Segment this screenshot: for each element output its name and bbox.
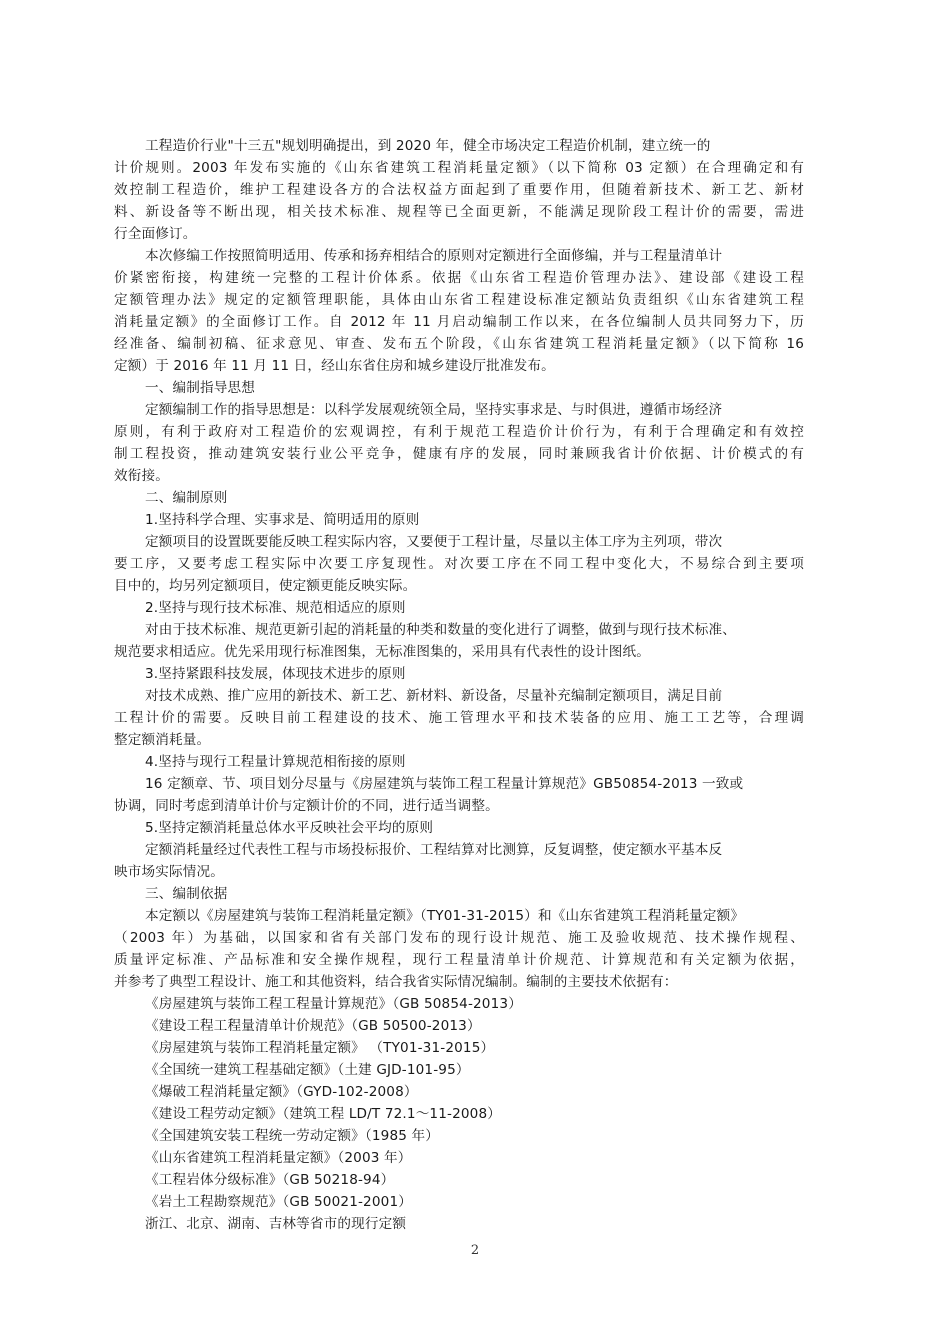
reference-item: 《工程岩体分级标准》（GB 50218-94） [145,1172,395,1188]
text-line: 定额）于 2016 年 11 月 11 日，经山东省住房和城乡建设厅批准发布。 [114,358,555,374]
text-line: 工程造价行业"十三五"规划明确提出，到 2020 年，健全市场决定工程造价机制，建立统一的 [145,138,711,154]
page-number: 2 [470,1243,480,1258]
text-line: 价紧密衔接，构建统一完整的工程计价体系。依据《山东省工程造价管理办法》、建设部《建设工程 [114,270,804,286]
text-line: 效控制工程造价，维护工程建设各方的合法权益方面起到了重要作用，但随着新技术、新工艺、新材 [114,182,804,198]
reference-item: 《爆破工程消耗量定额》（GYD-102-2008） [145,1084,418,1100]
section-heading: 一、编制指导思想 [145,380,255,396]
reference-item: 《房屋建筑与装饰工程工程量计算规范》（GB 50854-2013） [145,996,522,1012]
text-line: 效衔接。 [114,468,169,484]
reference-item: 《建设工程劳动定额》（建筑工程 LD/T 72.1～11-2008） [145,1106,502,1122]
text-line: 本定额以《房屋建筑与装饰工程消耗量定额》（TY01-31-2015）和《山东省建筑工程消耗量定额》 [145,908,745,924]
text-line: 经准备、编制初稿、征求意见、审查、发布五个阶段，《山东省建筑工程消耗量定额》（以下简称 16 [114,336,804,352]
text-line: 工程计价的需要。反映目前工程建设的技术、施工管理水平和技术装备的应用、施工工艺等，合理调 [114,710,804,726]
text-line: （2003 年）为基础，以国家和省有关部门发布的现行设计规范、施工及验收规范、技术操作规程、 [114,930,804,946]
text-line: 定额消耗量经过代表性工程与市场投标报价、工程结算对比测算，反复调整，使定额水平基本反 [145,842,723,858]
text-line: 定额项目的设置既要能反映工程实际内容，又要便于工程计量，尽量以主体工序为主列项，带次 [145,534,723,550]
section-heading: 三、编制依据 [145,886,228,902]
text-line: 料、新设备等不断出现，相关技术标准、规程等已全面更新，不能满足现阶段工程计价的需要，需进 [114,204,804,220]
text-line: 目中的，均另列定额项目，使定额更能反映实际。 [114,578,417,594]
text-line: 规范要求相适应。优先采用现行标准图集，无标准图集的，采用具有代表性的设计图纸。 [114,644,651,660]
text-line: 对技术成熟、推广应用的新技术、新工艺、新材料、新设备，尽量补充编制定额项目，满足目前 [145,688,723,704]
text-line: 原则，有利于政府对工程造价的宏观调控，有利于规范工程造价计价行为，有利于合理确定和有效控 [114,424,804,440]
text-line: 并参考了典型工程设计、施工和其他资料，结合我省实际情况编制。编制的主要技术依据有： [114,974,678,990]
reference-item: 《房屋建筑与装饰工程消耗量定额》 （TY01-31-2015） [145,1040,495,1056]
reference-item: 《建设工程工程量清单计价规范》（GB 50500-2013） [145,1018,481,1034]
text-line: 对由于技术标准、规范更新引起的消耗量的种类和数量的变化进行了调整，做到与现行技术标准、 [145,622,736,638]
text-line: 定额管理办法》规定的定额管理职能，具体由山东省工程建设标准定额站负责组织《山东省建筑工程 [114,292,804,308]
subsection-heading: 5.坚持定额消耗量总体水平反映社会平均的原则 [145,820,434,836]
subsection-heading: 1.坚持科学合理、实事求是、简明适用的原则 [145,512,420,528]
text-line: 消耗量定额》的全面修订工作。自 2012 年 11 月启动编制工作以来，在各位编制人员共同努力下，历 [114,314,804,330]
subsection-heading: 2.坚持与现行技术标准、规范相适应的原则 [145,600,406,616]
text-line: 计价规则。2003 年发布实施的《山东省建筑工程消耗量定额》（以下简称 03 定额）在合理确定和有 [114,160,804,176]
text-line: 要工序，又要考虑工程实际中次要工序复现性。对次要工序在不同工程中变化大，不易综合到主要项 [114,556,804,572]
text-line: 映市场实际情况。 [114,864,224,880]
reference-item: 《全国统一建筑工程基础定额》（土建 GJD-101-95） [145,1062,470,1078]
text-line: 16 定额章、节、项目划分尽量与《房屋建筑与装饰工程工程量计算规范》GB50854-2013 一致或 [145,776,744,792]
reference-item: 《全国建筑安装工程统一劳动定额》（1985 年） [145,1128,439,1144]
section-heading: 二、编制原则 [145,490,228,506]
subsection-heading: 3.坚持紧跟科技发展，体现技术进步的原则 [145,666,406,682]
text-line: 本次修编工作按照简明适用、传承和扬弃相结合的原则对定额进行全面修编，并与工程量清单计 [145,248,723,264]
text-line: 定额编制工作的指导思想是：以科学发展观统领全局，坚持实事求是、与时俱进，遵循市场经济 [145,402,723,418]
text-line: 行全面修订。 [114,226,197,242]
text-line: 制工程投资，推动建筑安装行业公平竞争，健康有序的发展，同时兼顾我省计价依据、计价模式的有 [114,446,804,462]
text-line: 协调，同时考虑到清单计价与定额计价的不同，进行适当调整。 [114,798,499,814]
text-line: 质量评定标准、产品标准和安全操作规程，现行工程量清单计价规范、计算规范和有关定额为依据， [114,952,804,968]
reference-item: 《岩土工程勘察规范》（GB 50021-2001） [145,1194,412,1210]
reference-item: 《山东省建筑工程消耗量定额》（2003 年） [145,1150,412,1166]
reference-item: 浙江、北京、湖南、吉林等省市的现行定额 [145,1216,407,1232]
text-line: 整定额消耗量。 [114,732,211,748]
subsection-heading: 4.坚持与现行工程量计算规范相衔接的原则 [145,754,406,770]
